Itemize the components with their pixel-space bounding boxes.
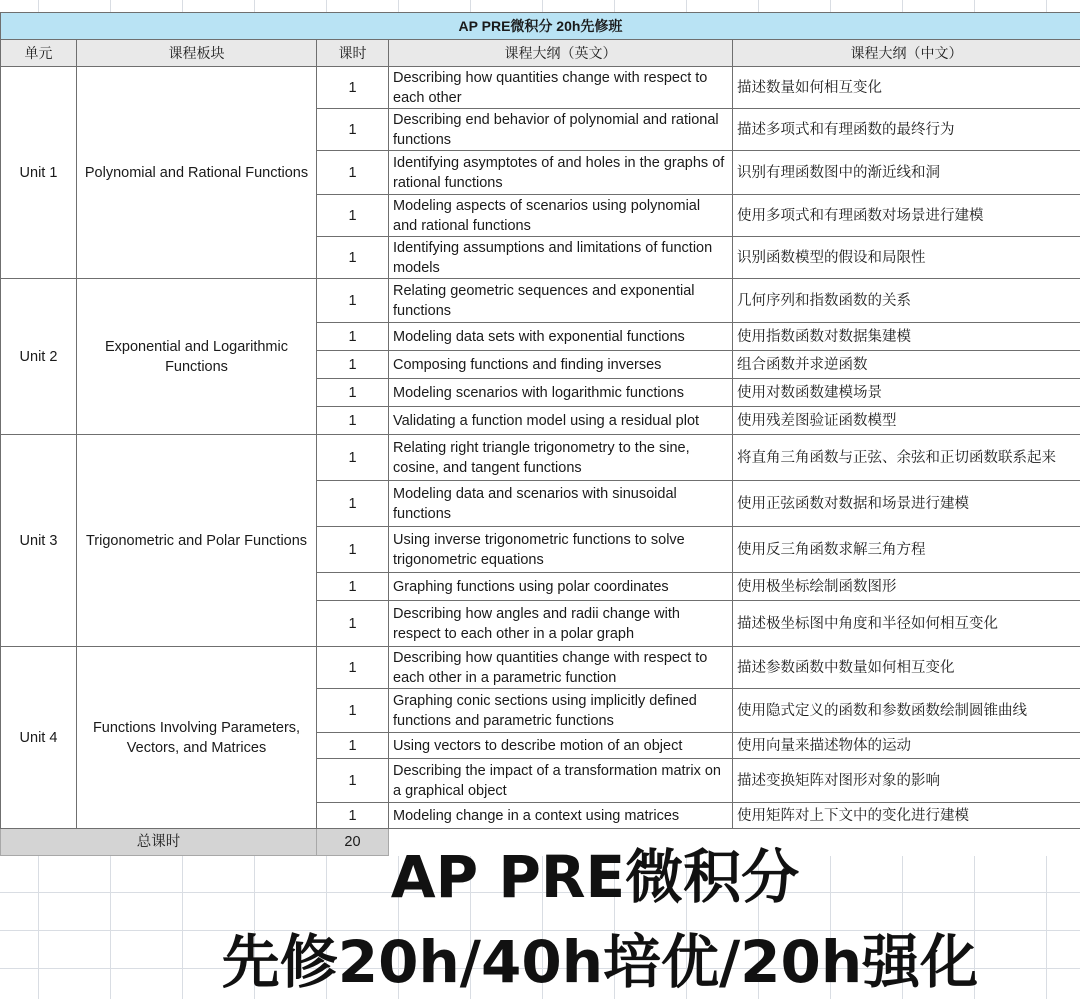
outline-zh-cell: 使用多项式和有理函数对场景进行建模	[733, 195, 1080, 237]
hours-cell: 1	[317, 601, 389, 647]
curriculum-sheet	[0, 12, 1080, 856]
hours-cell: 1	[317, 759, 389, 803]
outline-zh-cell: 使用对数函数建模场景	[733, 379, 1080, 407]
table-row	[1, 647, 1080, 689]
unit-cell: Unit 1	[1, 67, 77, 279]
outline-zh-cell: 使用残差图验证函数模型	[733, 407, 1080, 435]
hours-cell: 1	[317, 379, 389, 407]
outline-en-cell: Describing how quantities change with respect to each other	[389, 67, 733, 109]
outline-en-cell: Describing the impact of a transformation matrix on a graphical object	[389, 759, 733, 803]
outline-en-cell: Relating right triangle trigonometry to the sine, cosine, and tangent functions	[389, 435, 733, 481]
hours-cell: 1	[317, 573, 389, 601]
hours-cell: 1	[317, 279, 389, 323]
hours-cell: 1	[317, 351, 389, 379]
outline-en-cell: Identifying assumptions and limitations of function models	[389, 237, 733, 279]
outline-zh-cell: 识别函数模型的假设和局限性	[733, 237, 1080, 279]
outline-zh-cell: 使用极坐标绘制函数图形	[733, 573, 1080, 601]
outline-zh-cell: 描述参数函数中数量如何相互变化	[733, 647, 1080, 689]
outline-zh-cell: 使用正弦函数对数据和场景进行建模	[733, 481, 1080, 527]
hours-cell: 1	[317, 647, 389, 689]
outline-en-cell: Modeling change in a context using matrices	[389, 803, 733, 829]
block-cell: Polynomial and Rational Functions	[77, 67, 317, 279]
outline-zh-cell: 使用指数函数对数据集建模	[733, 323, 1080, 351]
outline-en-cell: Composing functions and finding inverses	[389, 351, 733, 379]
hours-cell: 1	[317, 481, 389, 527]
block-cell: Exponential and Logarithmic Functions	[77, 279, 317, 435]
table-title: AP PRE微积分 20h先修班	[1, 13, 1080, 40]
outline-en-cell: Modeling data sets with exponential functions	[389, 323, 733, 351]
outline-en-cell: Relating geometric sequences and exponential functions	[389, 279, 733, 323]
hours-cell: 1	[317, 733, 389, 759]
hours-cell: 1	[317, 435, 389, 481]
hours-cell: 1	[317, 237, 389, 279]
hours-cell: 1	[317, 803, 389, 829]
table-row	[1, 279, 1080, 323]
outline-en-cell: Describing how angles and radii change with respect to each other in a polar graph	[389, 601, 733, 647]
header-block: 课程板块	[77, 40, 317, 67]
header-outline-en: 课程大纲（英文）	[389, 40, 733, 67]
outline-zh-cell: 描述变换矩阵对图形对象的影响	[733, 759, 1080, 803]
outline-en-cell: Describing how quantities change with respect to each other in a parametric function	[389, 647, 733, 689]
table-row	[1, 435, 1080, 481]
outline-en-cell: Modeling aspects of scenarios using polynomial and rational functions	[389, 195, 733, 237]
total-value: 20	[317, 829, 389, 856]
outline-en-cell: Modeling scenarios with logarithmic functions	[389, 379, 733, 407]
header-unit: 单元	[1, 40, 77, 67]
unit-cell: Unit 2	[1, 279, 77, 435]
hours-cell: 1	[317, 689, 389, 733]
total-label: 总课时	[1, 829, 317, 856]
curriculum-table	[0, 12, 1080, 856]
hours-cell: 1	[317, 195, 389, 237]
overlay-subheadline: 先修20h/40h培优/20h强化	[0, 915, 1080, 999]
outline-zh-cell: 描述数量如何相互变化	[733, 67, 1080, 109]
outline-en-cell: Validating a function model using a residual plot	[389, 407, 733, 435]
outline-zh-cell: 将直角三角函数与正弦、余弦和正切函数联系起来	[733, 435, 1080, 481]
unit-cell: Unit 4	[1, 647, 77, 829]
outline-zh-cell: 使用反三角函数求解三角方程	[733, 527, 1080, 573]
overlay-headline: AP PRE微积分	[0, 830, 1080, 914]
header-hours: 课时	[317, 40, 389, 67]
hours-cell: 1	[317, 407, 389, 435]
hours-cell: 1	[317, 151, 389, 195]
outline-en-cell: Identifying asymptotes of and holes in the graphs of rational functions	[389, 151, 733, 195]
table-body	[1, 67, 1080, 856]
block-cell: Functions Involving Parameters, Vectors, and Matrices	[77, 647, 317, 829]
outline-zh-cell: 识别有理函数图中的渐近线和洞	[733, 151, 1080, 195]
outline-zh-cell: 描述多项式和有理函数的最终行为	[733, 109, 1080, 151]
outline-zh-cell: 使用矩阵对上下文中的变化进行建模	[733, 803, 1080, 829]
outline-en-cell: Modeling data and scenarios with sinusoidal functions	[389, 481, 733, 527]
outline-en-cell: Graphing functions using polar coordinates	[389, 573, 733, 601]
hours-cell: 1	[317, 109, 389, 151]
header-outline-zh: 课程大纲（中文）	[733, 40, 1080, 67]
hours-cell: 1	[317, 67, 389, 109]
outline-en-cell: Using vectors to describe motion of an object	[389, 733, 733, 759]
unit-cell: Unit 3	[1, 435, 77, 647]
outline-zh-cell: 几何序列和指数函数的关系	[733, 279, 1080, 323]
hours-cell: 1	[317, 323, 389, 351]
outline-en-cell: Describing end behavior of polynomial and rational functions	[389, 109, 733, 151]
hours-cell: 1	[317, 527, 389, 573]
block-cell: Trigonometric and Polar Functions	[77, 435, 317, 647]
outline-en-cell: Using inverse trigonometric functions to solve trigonometric equations	[389, 527, 733, 573]
outline-en-cell: Graphing conic sections using implicitly defined functions and parametric functions	[389, 689, 733, 733]
outline-zh-cell: 组合函数并求逆函数	[733, 351, 1080, 379]
outline-zh-cell: 使用向量来描述物体的运动	[733, 733, 1080, 759]
outline-zh-cell: 描述极坐标图中角度和半径如何相互变化	[733, 601, 1080, 647]
outline-zh-cell: 使用隐式定义的函数和参数函数绘制圆锥曲线	[733, 689, 1080, 733]
table-row	[1, 67, 1080, 109]
